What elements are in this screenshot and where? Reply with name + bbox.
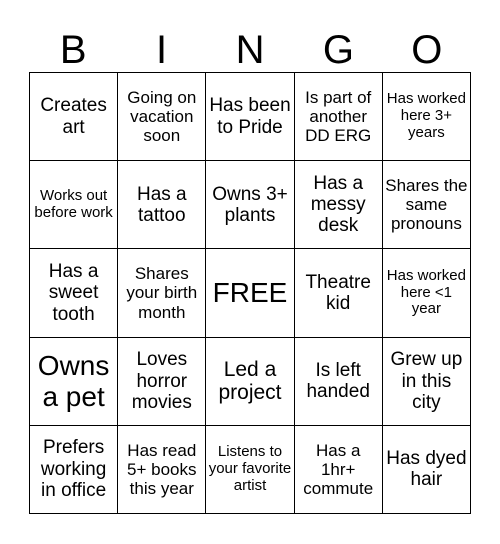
bingo-cell[interactable]: Led a project — [206, 338, 294, 426]
header-letter-g: G — [322, 28, 354, 72]
bingo-cell[interactable]: Has worked here 3+ years — [383, 73, 471, 161]
bingo-cell[interactable]: Has a sweet tooth — [30, 249, 118, 337]
bingo-cell[interactable]: Loves horror movies — [118, 338, 206, 426]
bingo-cell[interactable]: Owns 3+ plants — [206, 161, 294, 249]
bingo-header — [29, 28, 471, 72]
bingo-cell[interactable]: Owns a pet — [30, 338, 118, 426]
bingo-cell[interactable]: Has worked here <1 year — [383, 249, 471, 337]
header-letter-b: B — [59, 28, 87, 72]
bingo-cell[interactable]: Prefers working in office — [30, 426, 118, 514]
bingo-cell[interactable]: Shares your birth month — [118, 249, 206, 337]
header-letter-o: O — [411, 28, 443, 72]
bingo-cell[interactable]: Has read 5+ books this year — [118, 426, 206, 514]
bingo-cell[interactable]: Grew up in this city — [383, 338, 471, 426]
bingo-cell[interactable]: Going on vacation soon — [118, 73, 206, 161]
bingo-cell[interactable]: Creates art — [30, 73, 118, 161]
header-letter-n: N — [235, 28, 265, 72]
bingo-cell[interactable]: Has a messy desk — [295, 161, 383, 249]
header-letter-i: I — [156, 28, 168, 72]
bingo-cell-free[interactable]: FREE — [206, 249, 294, 337]
bingo-cell[interactable]: Has a 1hr+ commute — [295, 426, 383, 514]
bingo-cell[interactable]: Has been to Pride — [206, 73, 294, 161]
bingo-cell[interactable]: Theatre kid — [295, 249, 383, 337]
bingo-cell[interactable]: Listens to your favorite artist — [206, 426, 294, 514]
bingo-cell[interactable]: Has dyed hair — [383, 426, 471, 514]
bingo-grid — [29, 72, 471, 514]
bingo-cell[interactable]: Works out before work — [30, 161, 118, 249]
bingo-cell[interactable]: Is part of another DD ERG — [295, 73, 383, 161]
bingo-cell[interactable]: Shares the same pronouns — [383, 161, 471, 249]
bingo-cell[interactable]: Has a tattoo — [118, 161, 206, 249]
bingo-cell[interactable]: Is left handed — [295, 338, 383, 426]
